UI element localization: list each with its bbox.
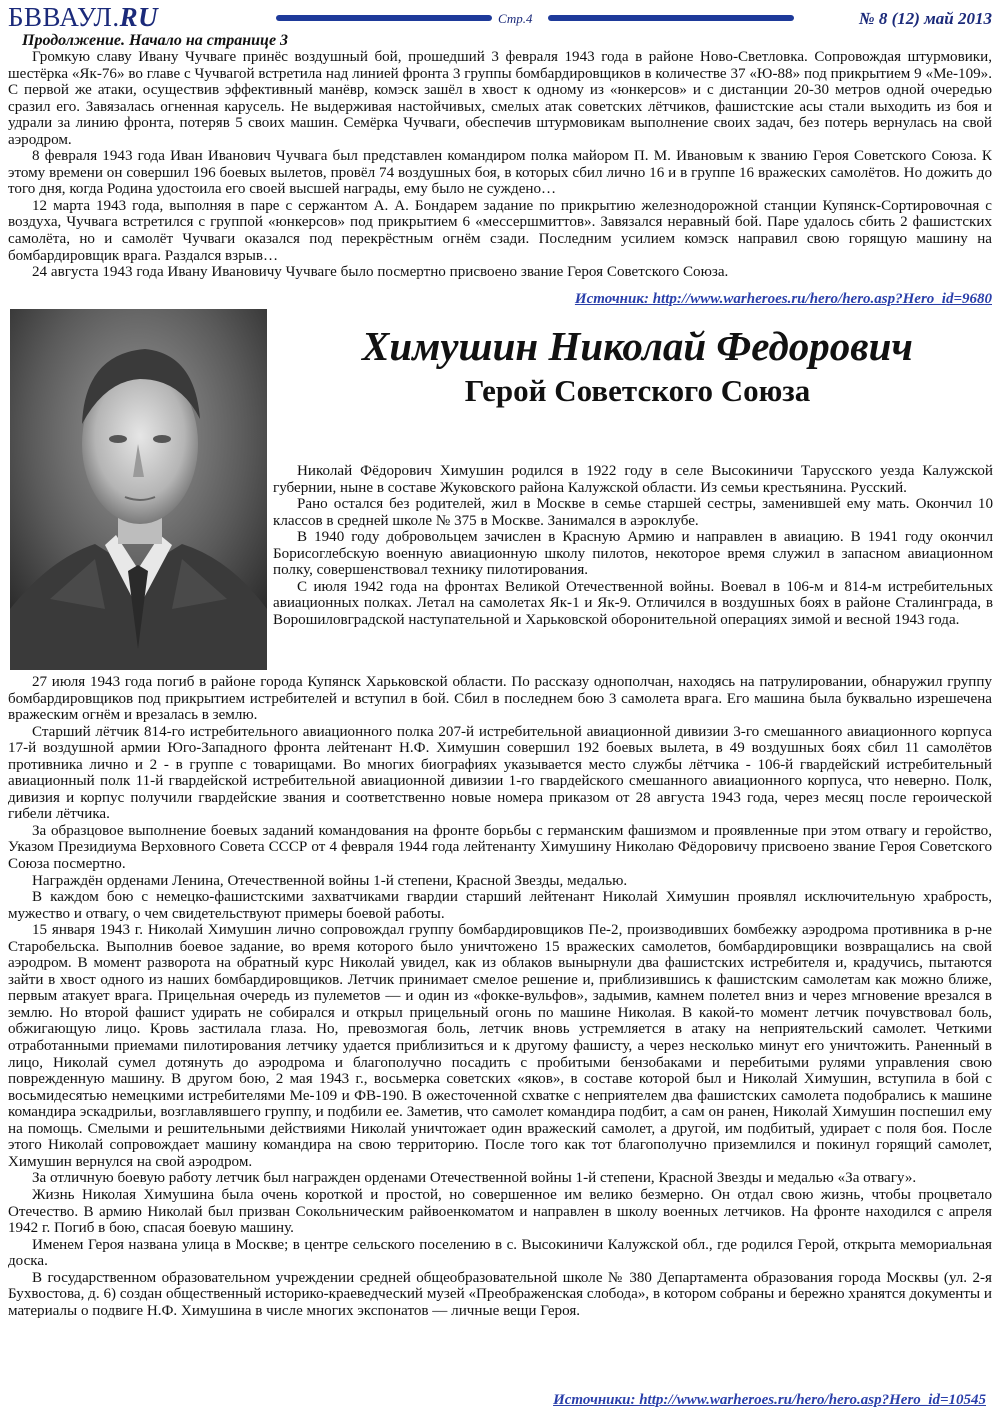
paragraph: Именем Героя названа улица в Москве; в центре сельского поселению в с. Высокиничи Калужской обл., где родился Герой, открыта мемориальная доска. [8, 1236, 992, 1270]
page-header [8, 4, 992, 30]
paragraph: В каждом бою с немецко-фашистскими захватчиками гвардии старший лейтенант Николай Химушин проявлял исключительную храбрость, мужество и отвагу, о чем свидетельствуют примеры боевой работы. [8, 889, 992, 922]
logo-ru-text: RU [119, 2, 159, 32]
header-rule-left [276, 15, 492, 21]
paragraph: Награждён орденами Ленина, Отечественной войны 1-й степени, Красной Звезды, медалью. [32, 872, 628, 889]
article-subtitle: Герой Советского Союза [464, 373, 811, 408]
paragraph: 27 июля 1943 года погиб в районе города Купянск Харьковской области. По рассказу однополчан, находясь на патрулировании, обнаружил группу бомбардировщиков под прикрытием истребителей и вступил в бой. Сбил в последнем бою 3 самолета врага. Его машина была буквально изрешечена вражеским огнём и врезалась в землю. [8, 674, 992, 724]
paragraph: Громкую славу Ивану Чучваге принёс воздушный бой, прошедший 3 февраля 1943 года в районе Ново-Светловка. Сопровождая штурмовики, шестёрка «Як-76» во главе с Чучвагой встретила над линией фронта 3 группы бомбардировщиков в количестве 37 «Ю-88» под прикрытием 9 «Ме-109». С первой же атаки, осуществив эффективный манёвр, комэск зашёл в хвост к одному из «юнкерсов» и с дистанции 20-30 метров одной очередью сразил его. Завязалась огненная карусель. Не выдерживая настойчивых, смелых атак советских лётчиков, фашистские асы стали выходить из боя и удрали за линию фронта, потеряв 5 своих машин. Семёрка Чучваги, обеспечив штурмовикам выполнение своих задач, без потерь вернулась на свой аэродром. [8, 49, 992, 148]
issue-number: № 8 (12) май 2013 [859, 9, 992, 28]
paragraph: 8 февраля 1943 года Иван Иванович Чучвага был представлен командиром полка майором П. М. Ивановым к званию Героя Советского Союза. К этому времени он совершил 196 боевых вылетов, провёл 74 воздушных боя, в которых сбил лично 16 и в группе 16 вражеских самолётов. Но дожить до того дня, когда Родина удостоила его своей высшей награды, ему было не суждено… [8, 148, 992, 198]
continuation-note: Продолжение. Начало на странице 3 [22, 32, 289, 49]
paragraph: 24 августа 1943 года Ивану Ивановичу Чучваге было посмертно присвоено звание Героя Советского Союза. [32, 264, 729, 281]
logo-main-text: БВВАУЛ. [8, 2, 120, 32]
paragraph: За отличную боевую работу летчик был награжден орденами Отечественной войны 1-й степени, Красной Звезды и медалью «За отвагу». [32, 1170, 917, 1187]
paragraph: С июля 1942 года на фронтах Великой Отечественной войны. Воевал в 106-м и 814-м истребительных авиационных полках. Летал на самолетах Як-1 и Як-9. Отличился в воздушных боях в районе Сталинграда, в Ворошиловградской наступательной и Харьковской оборонительной операциях зимой и весной 1943 года. [273, 578, 993, 628]
source-link-10545[interactable]: Источники: http://www.warheroes.ru/hero/hero.asp?Hero_id=10545 [553, 1392, 986, 1408]
portrait-photo [10, 309, 267, 670]
paragraph: За образцовое выполнение боевых заданий командования на фронте борьбы с германским фашизмом и проявленные при этом отвагу и геройство, Указом Президиума Верховного Совета СССР от 4 февраля 1944 года лейтенанту Химушину Николаю Фёдоровичу присвоено звание Героя Советского Союза посмертно. [8, 822, 992, 873]
paragraph: Старший лётчик 814-го истребительного авиационного полка 207-й истребительной авиационной дивизии 3-го смешанного авиационного корпуса 17-й воздушной армии Юго-Западного фронта лейтенант Н.Ф. Химушин совершил 192 боевых вылета, в 49 воздушных боях сбил 11 самолётов противника лично и 2 - в группе с товарищами. Во многих биографиях указывается место службы лётчика - 106-й гвардейский истребительный авиационный полк 11-й гвардейской истребительной авиационной дивизии 1-го гвардейского смешанного авиационного корпуса, что неверно. Полк, дивизия и корпус получили гвардейские звания и соответственно новые номера приказом от 28 августа 1943 года, через месяц после героической гибели лётчика. [8, 723, 992, 823]
article-khimushin-intro [273, 463, 993, 628]
paragraph: Рано остался без родителей, жил в Москве в семье старшей сестры, заменившей ему мать. Окончил 10 классов в средней школе № 375 в Москве. Занимался в аэроклубе. [273, 496, 993, 529]
site-logo[interactable] [8, 4, 158, 31]
page-number: Стр.4 [498, 11, 533, 26]
paragraph: В 1940 году добровольцем зачислен в Красную Армию и направлен в авиацию. В 1941 году окончил Борисоглебскую военную авиационную школу пилотов, некоторое время служил в запасном авиационном полку, совершенствовал технику пилотирования. [273, 529, 993, 579]
paragraph: Жизнь Николая Химушина была очень короткой и простой, но совершенное им велико безмерно. Он отдал свою жизнь, чтобы процветало Отечество. В армию Николай был призван Сокольническим райвоенкоматом и направлен в школу военных летчиков. На фронте находился с апреля 1942 г. Погиб в бою, спасая боевую машину. [8, 1186, 992, 1237]
source-link-9680[interactable]: Источник: http://www.warheroes.ru/hero/hero.asp?Hero_id=9680 [574, 291, 992, 307]
paragraph: 12 марта 1943 года, выполняя в паре с сержантом А. А. Бондарем задание по прикрытию железнодорожной станции Купянск-Сортировочная с воздуха, Чучвага встретился с группой «юнкерсов» под прикрытием 6 «мессершмиттов». Завязался неравный бой. Паре удалось сбить 2 фашистских самолёта, но и самолёт Чучваги оказался под перекрёстным огнём сзади. Последним усилием комэск направил свою горящую машину на бомбардировщик врага. Раздался взрыв… [8, 197, 992, 264]
paragraph: Николай Фёдорович Химушин родился в 1922 году в селе Высокиничи Тарусского уезда Калужской губернии, ныне в составе Жуковского района Калужской области. Из семьи крестьянина. Русский. [273, 463, 993, 496]
article-khimushin-body [8, 674, 992, 1319]
paragraph: В государственном образовательном учреждении средней общеобразовательной школе № 380 Департамента образования города Москвы (ул. 2-я Бухвостова, д. 6) создан общественный историко-краеведческий музей «Преображенская слобода», в котором собраны и бережно хранятся документы и материалы о подвиге Н.Ф. Химушина в числе многих экспонатов — личные вещи Героя. [8, 1269, 992, 1319]
header-rule-right [548, 15, 794, 21]
article-title: Химушин Николай Федорович [362, 323, 913, 369]
article-chuchvaga-ending [8, 49, 992, 281]
paragraph: 15 января 1943 г. Николай Химушин лично сопровождал группу бомбардировщиков Пе-2, производивших бомбежку аэродрома противника в р-не Старобельска. Выполнив боевое задание, во время которого было уничтожено 15 вражеских самолетов, бомбардировщики возвращались на свой аэродром. В момент разворота на обратный курс Николай увидел, как из облаков вынырнули два фашистских истребителя и, крадучись, пытаются зайти в хвост одного из наших бомбардировщиков. Летчик принимает смелое решение и, приблизившись к фашистским самолетам как можно ближе, первым атакует врага. Прицельная очередь из пулеметов — и один из «фокке-вульфов», задымив, камнем полетел вниз и через мгновение врезался в землю. Но второй фашист удирать не собирался и открыл прицельный огонь по машине Николая. В какой-то момент летчик почувствовал боль, обжигающую лицо. Кровь застилала глаза. Но, превозмогая боль, летчик вновь устремляется в атаку на неприятельский самолет. Четкими отработанными приемами пилотирования летчику удается приблизиться и к другому фашисту, а через несколько минут его уничтожить. Раненный в лицо, Николай сумел дотянуть до аэродрома и благополучно посадить с пробитыми бензобаками и перебитыми рулями управления свою поврежденную машину. В другом бою, 2 мая 1943 г., восьмерка советских «яков», в составе которой был и Николай Химушин, вступила в бой с восьмидесятью немецкими истребителями Ме-109 и ФВ-190. В ожесточенной схватке с неприятелем два фашистских самолета подобрались к машине командира эскадрильи, возглавлявшего группу, и подбили ее. Заметив, что самолет командира подбит, а сам он ранен, Николай Химушин поспешил ему на помощь. Смелыми и решительными действиями Николай уничтожает один вражеский самолет, а другой, им подбитый, удирает с поля боя. После этого Николай сопровождает машину командира на свою территорию. После того как тот благополучно приземлился и покинул горящий самолет, Химушин вернулся на свой аэродром. [8, 922, 992, 1170]
